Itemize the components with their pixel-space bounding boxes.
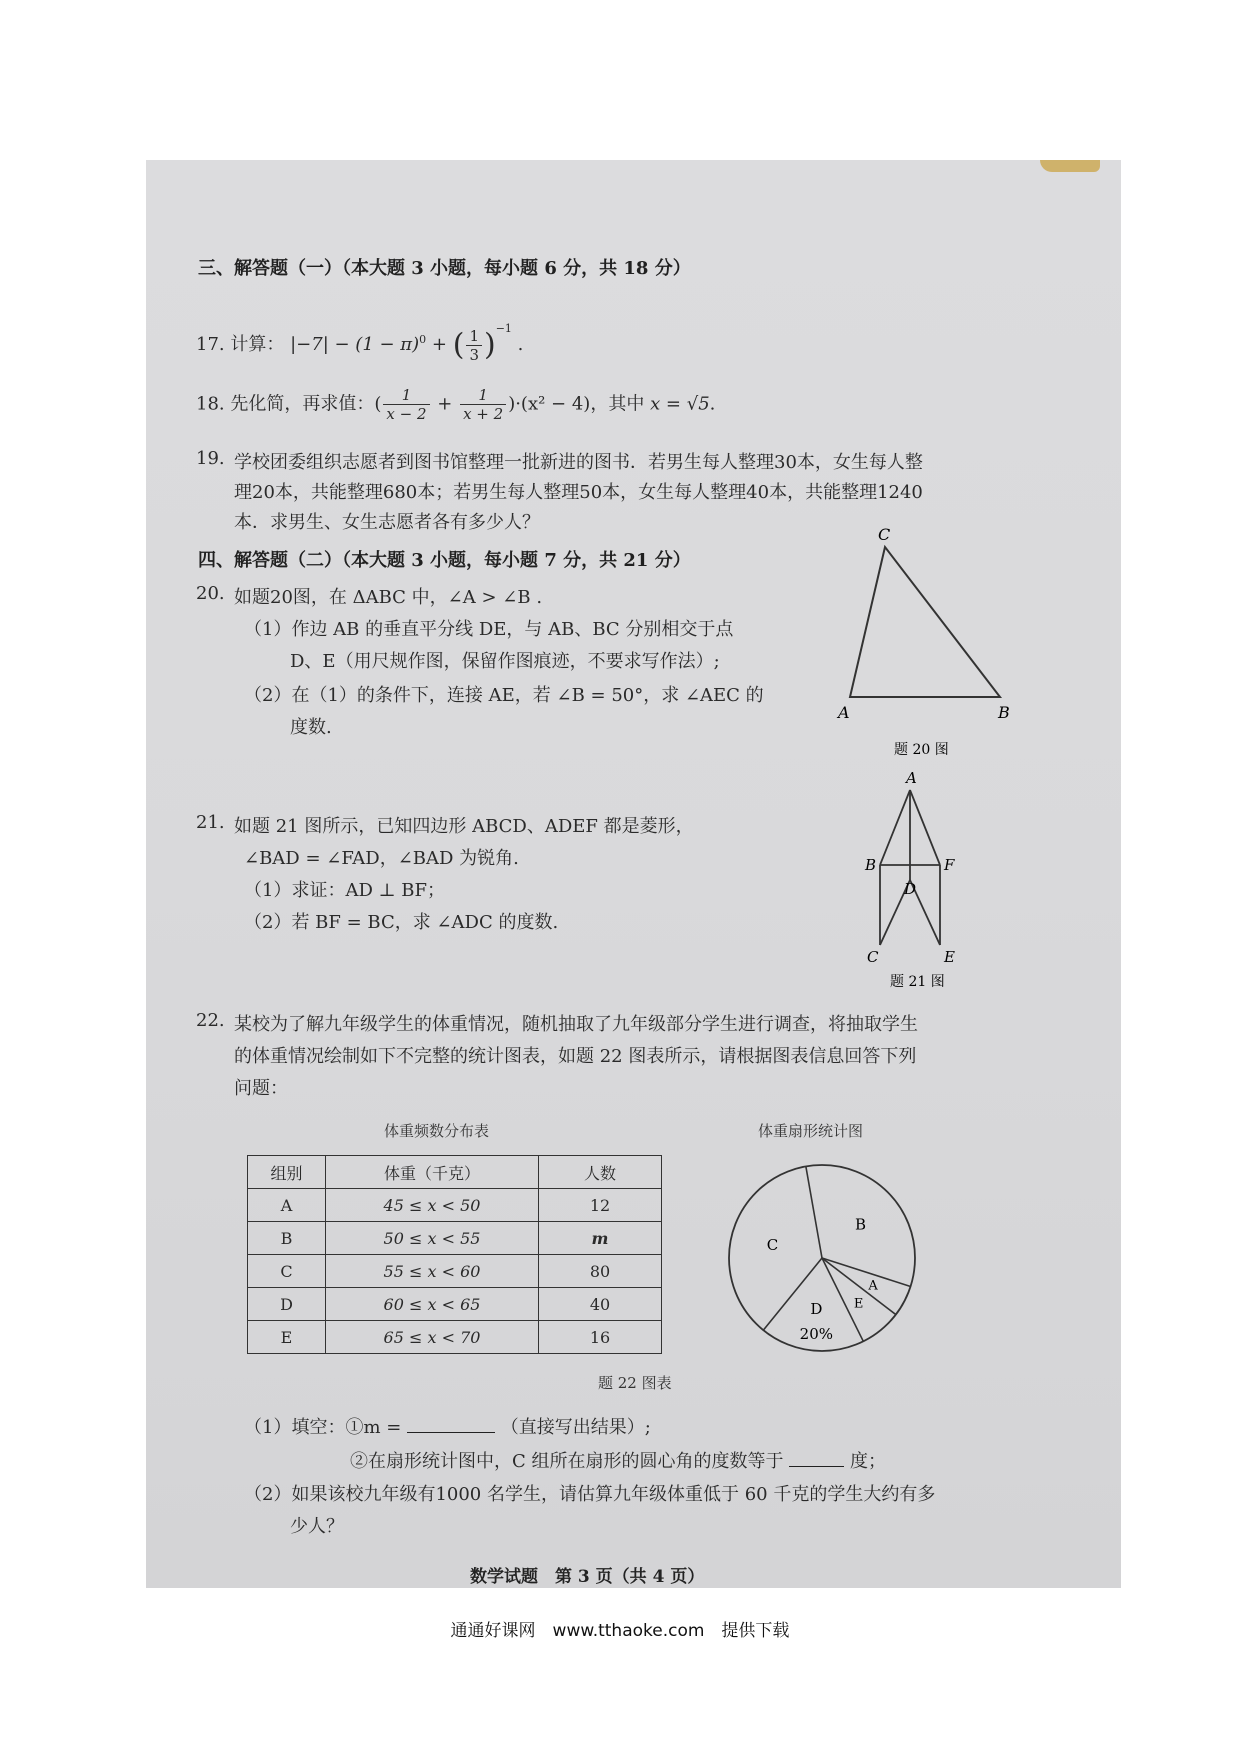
q17-expression: |−7| − (1 − π)	[290, 334, 420, 355]
table-row	[248, 1189, 662, 1222]
fig21-label-b: B	[865, 856, 877, 874]
part-1b-label: ②在扇形统计图中，C 组所在扇形的圆心角的度数等于	[350, 1451, 784, 1472]
question-21-line-1: 如题 21 图所示，已知四边形 ABCD、ADEF 都是菱形，	[234, 816, 694, 837]
cell-group: B	[248, 1222, 326, 1255]
pie-label-c: C	[766, 1236, 779, 1255]
question-20-number: 20.	[196, 583, 225, 604]
part-1-label: （1）填空：①m =	[244, 1417, 402, 1438]
part-1b-line	[350, 1447, 886, 1473]
fig20-label-b: B	[998, 703, 1010, 722]
cell-count: 12	[539, 1189, 662, 1222]
question-22-line-2: 的体重情况绘制如下不完整的统计图表，如题 22 图表所示，请根据图表信息回答下列	[234, 1046, 917, 1067]
part-1b-tail: 度；	[849, 1451, 886, 1472]
site-footer: 通通好课网 www.tthaoke.com 提供下载	[450, 1621, 790, 1641]
table-header-row	[248, 1156, 662, 1189]
pie-label-b: B	[855, 1215, 867, 1234]
fig21-label-e: E	[944, 948, 955, 966]
q18-condition: x = √5	[650, 393, 710, 415]
question-18	[196, 386, 715, 423]
question-21-number: 21.	[196, 812, 225, 833]
table-header-group: 组别	[248, 1156, 326, 1189]
pie-chart-title: 体重扇形统计图	[758, 1122, 864, 1140]
q17-exponent-neg1: −1	[495, 322, 512, 335]
triangle-abc	[850, 547, 1000, 697]
section-3-title: 三、解答题（一）（本大题 3 小题，每小题 6 分，共 18 分）	[198, 258, 691, 279]
answer-blank-m[interactable]	[407, 1432, 495, 1433]
cell-weight: 65 ≤ x < 70	[326, 1321, 539, 1354]
q17-end: .	[517, 334, 524, 355]
q17-frac-denominator: 3	[469, 345, 479, 364]
paper-corner	[1040, 160, 1100, 172]
pie-slice-boundary-b	[806, 1166, 822, 1258]
question-21-line-3: （1）求证：AD ⊥ BF；	[244, 880, 445, 901]
fig21-label-a: A	[906, 770, 917, 787]
fig20-caption: 题 20 图	[894, 742, 949, 758]
table-header-count: 人数	[539, 1156, 662, 1189]
cell-weight: 55 ≤ x < 60	[326, 1255, 539, 1288]
q17-label: 计算：	[230, 334, 285, 355]
question-20-line-3: D、E（用尺规作图，保留作图痕迹，不要求写作法）;	[290, 651, 720, 672]
pie-slice-boundary-a	[822, 1258, 911, 1286]
pie-slice-boundary-c	[763, 1258, 822, 1330]
cell-group: C	[248, 1255, 326, 1288]
pie-chart	[722, 1158, 932, 1358]
question-19-line-1: 学校团委组织志愿者到图书馆整理一批新进的图书．若男生每人整理30本，女生每人整	[234, 452, 923, 473]
question-21-line-2: ∠BAD = ∠FAD，∠BAD 为锐角.	[244, 848, 519, 869]
q18-frac2-numerator: 1	[460, 386, 506, 405]
q18-frac1-numerator: 1	[383, 386, 429, 405]
cell-count: 40	[539, 1288, 662, 1321]
question-22-number: 22.	[196, 1010, 225, 1031]
figure-21	[850, 770, 980, 995]
pie-label-d: D	[810, 1299, 823, 1318]
question-22-line-1: 某校为了解九年级学生的体重情况，随机抽取了九年级部分学生进行调查，将抽取学生	[234, 1014, 918, 1035]
cell-weight: 60 ≤ x < 65	[326, 1288, 539, 1321]
table-row	[248, 1222, 662, 1255]
q17-plus: +	[431, 334, 447, 355]
fig21-label-c: C	[867, 948, 879, 966]
figure-20	[830, 522, 1030, 762]
q17-number: 17.	[196, 334, 225, 355]
part-2-line-2: 少人？	[290, 1516, 344, 1537]
q18-mid: )·(x² − 4)，其中	[508, 393, 645, 415]
question-20-line-1: 如题20图，在 ΔABC 中，∠A > ∠B .	[234, 587, 543, 608]
part-1-tail: （直接写出结果）;	[500, 1417, 651, 1438]
q17-exponent-0: 0	[419, 333, 427, 346]
table-header-weight: 体重（千克）	[326, 1156, 539, 1189]
pie-label-a: A	[868, 1278, 878, 1294]
fig20-label-a: A	[838, 703, 850, 722]
page-footer: 数学试题 第 3 页（共 4 页）	[470, 1567, 705, 1587]
cell-weight: 50 ≤ x < 55	[326, 1222, 539, 1255]
question-17: 17. 计算： $|-7| - (1 - \pi)^0$ + ( $\frac{1}{3}$ )$^{-1}$ .	[196, 322, 524, 364]
question-19-line-2: 理20本，共能整理680本；若男生每人整理50本，女生每人整理40本，共能整理1240	[234, 482, 923, 503]
q18-end: .	[709, 393, 716, 415]
cell-group: D	[248, 1288, 326, 1321]
table-row	[248, 1255, 662, 1288]
part-1-line	[244, 1413, 651, 1439]
q17-frac-numerator: 1	[466, 327, 482, 346]
q18-frac1-denominator: x − 2	[386, 405, 427, 423]
cell-count: m	[539, 1222, 662, 1255]
fig21-caption: 题 21 图	[890, 974, 945, 990]
answer-blank-angle[interactable]	[789, 1466, 844, 1467]
table-title: 体重频数分布表	[384, 1122, 490, 1140]
cell-count: 80	[539, 1255, 662, 1288]
question-22-line-3: 问题：	[234, 1078, 288, 1099]
question-19-line-3: 本．求男生、女生志愿者各有多少人？	[234, 512, 540, 533]
cell-group: E	[248, 1321, 326, 1354]
question-20-line-2: （1）作边 AB 的垂直平分线 DE，与 AB、BC 分别相交于点	[244, 619, 734, 640]
question-19-number: 19.	[196, 448, 225, 469]
table-row	[248, 1321, 662, 1354]
part-2-line-1: （2）如果该校九年级有1000 名学生，请估算九年级体重低于 60 千克的学生大约有多	[244, 1484, 936, 1505]
fig21-label-d: D	[904, 880, 917, 898]
cell-group: A	[248, 1189, 326, 1222]
q18-plus: +	[437, 393, 453, 415]
pie-label-e: E	[853, 1296, 864, 1312]
fig20-label-c: C	[878, 525, 891, 544]
section-4-title: 四、解答题（二）（本大题 3 小题，每小题 7 分，共 21 分）	[198, 550, 691, 571]
fig21-label-f: F	[944, 856, 955, 874]
q18-number: 18.	[196, 393, 225, 415]
question-21-line-4: （2）若 BF = BC，求 ∠ADC 的度数.	[244, 912, 559, 933]
cell-count: 16	[539, 1321, 662, 1354]
pie-percent-label-d: 20%	[799, 1324, 834, 1343]
question-20-line-4: （2）在（1）的条件下，连接 AE，若 ∠B = 50°，求 ∠AEC 的	[244, 685, 764, 706]
cell-weight: 45 ≤ x < 50	[326, 1189, 539, 1222]
question-20-line-5: 度数.	[290, 717, 332, 738]
q18-label: 先化简，再求值：(	[230, 393, 382, 415]
table-row	[248, 1288, 662, 1321]
table-caption: 题 22 图表	[598, 1374, 672, 1392]
q18-frac2-denominator: x + 2	[463, 405, 504, 423]
frequency-table	[247, 1155, 662, 1354]
